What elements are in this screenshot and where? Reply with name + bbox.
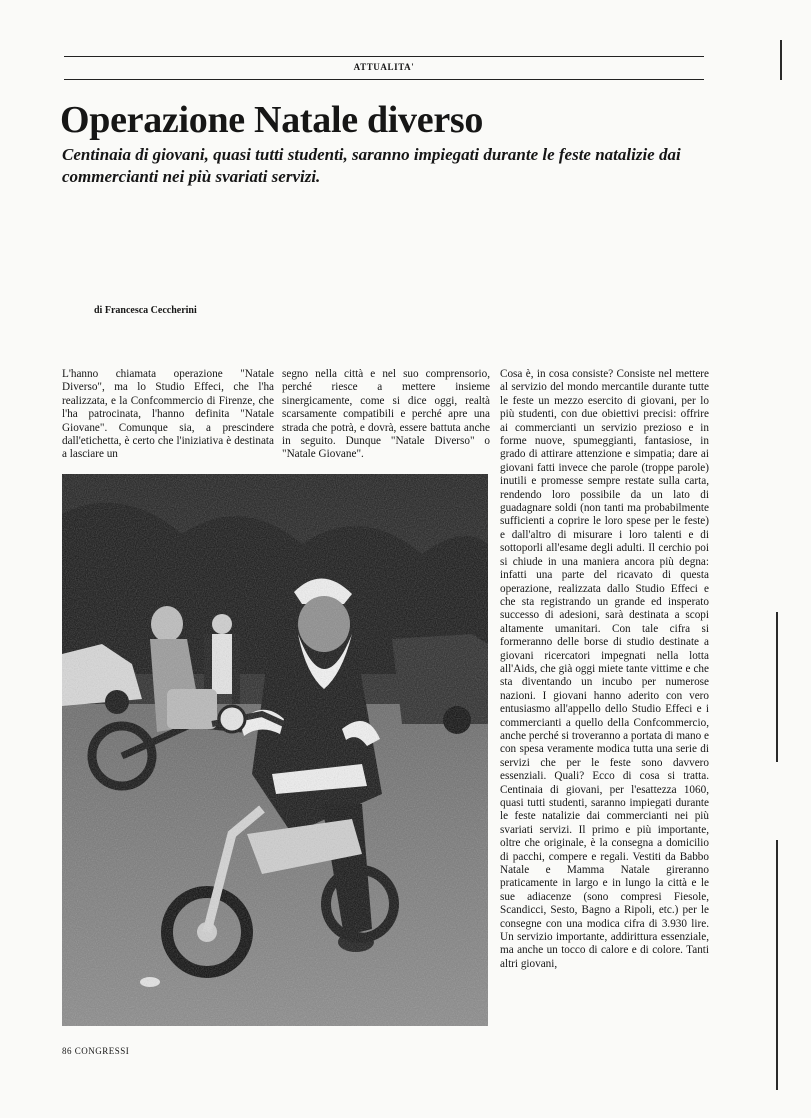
top-rule bbox=[64, 56, 704, 57]
section-label: ATTUALITA' bbox=[353, 62, 415, 72]
scan-edge-mark bbox=[776, 612, 778, 762]
body-column-2: segno nella città e nel suo comprensorio, perché riesce a mettere insieme sinergicamente, come si dice oggi, realtà scarsamente compatibili e perché apre una strada che potrà, e dovrà, essere battuta anche in seguito. Dunque "Natale Diverso" o "Natale Giovane". bbox=[282, 368, 490, 461]
article-title: Operazione Natale diverso bbox=[60, 99, 484, 141]
body-column-3: Cosa è, in cosa consiste? Consiste nel mettere al servizio del mondo mercantile durante tutte le feste un mezzo esercito di giovani, per lo più studenti, con due obiettivi precisi: offrire ai commercianti un servizio prezioso e in forme nuove, spumeggianti, fantasiose, in grado di attirare attenzione e simpatia; dare ai giovani fatti invece che parole (troppe parole) inutili e promesse sempre restate sulla carta, rendendo loro possibile da un lato di guadagnare soldi (non tanti ma probabilmente sufficienti a coprire le loro spese per le feste) e dall'altro di misurare i loro talenti e di sottoporli all'esame degli adulti. Il cerchio poi si chiude in una maniera ancora più degna: infatti una parte del ricavato di questa operazione, realizzata dallo Studio Effeci e che sta registrando un grande ed insperato successo di adesioni, sarà destinata a scopi altamente umanitari. Con tale cifra si formeranno delle borse di studio destinate a giovani ricercatori impegnati nella lotta all'Aids, che già oggi miete tante vittime e che sta diventando un incubo per numerose nazioni. I giovani hanno aderito con vero entusiasmo all'appello dello Studio Effeci e i commercianti a quello della Confcommercio, anche perché si troveranno a portata di mano e con spesa veramente modica tutta una serie di servizi che per le feste sono davvero essenziali. Quali? Ecco di cosa si tratta. Centinaia di giovani, per l'esattezza 1060, quasi tutti studenti, saranno impiegati durante le feste natalizie dai commercianti nei più svariati servizi. Il primo e più importante, oltre che originale, è la consegna a domicilio di pacchi, compere e regali. Vestiti da Babbo Natale e Mamma Natale gireranno praticamente in largo e in lungo la città e le sue adiacenze (sono compresi Fiesole, Scandicci, Sesto, Bagno a Ripoli, etc.) per le consegne con una modica cifra di 3.930 lire. Un servizio importante, addirittura essenziale, ma anche un tocco di calore e di colore. Tanti altri giovani, bbox=[500, 368, 709, 970]
scan-edge-mark bbox=[776, 840, 778, 1090]
body-column-1: L'hanno chiamata operazione "Natale Diverso", ma lo Studio Effeci, che l'ha realizzata, e la Confcommercio di Firenze, che l'ha patrocinata, l'hanno definita "Natale Giovane". Comunque sia, a prescindere dall'etichetta, è certo che l'iniziativa è destinata a lasciare un bbox=[62, 368, 274, 461]
santa-on-moped-photo bbox=[62, 474, 488, 1026]
scan-edge-mark bbox=[780, 40, 782, 80]
page-folio: 86 CONGRESSI bbox=[62, 1046, 130, 1056]
header-rule bbox=[64, 79, 704, 80]
byline: di Francesca Ceccherini bbox=[94, 305, 197, 316]
article-deck: Centinaia di giovani, quasi tutti studenti, saranno impiegati durante le feste natalizie dai commercianti nei più svariati servizi. bbox=[62, 145, 681, 187]
